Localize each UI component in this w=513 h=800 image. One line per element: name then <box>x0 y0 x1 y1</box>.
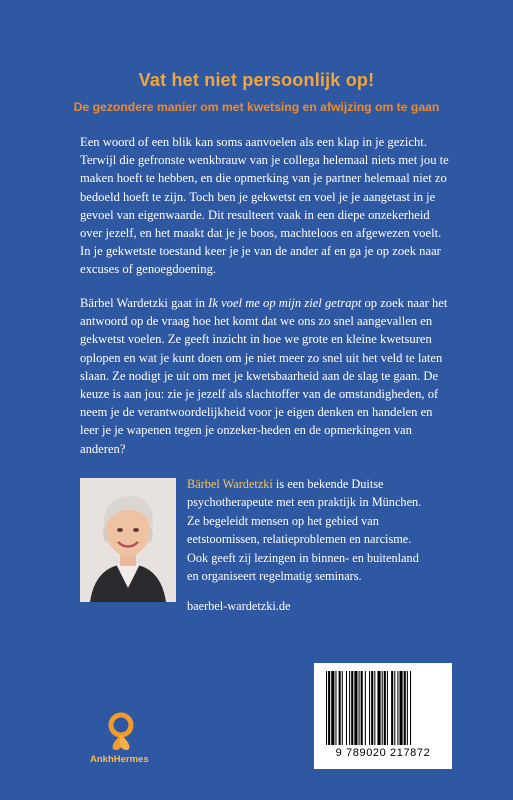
isbn-number: 9 789020 217872 <box>335 747 431 759</box>
barcode-icon <box>314 663 452 769</box>
author-bio-text: is een bekende Duitse psychotherapeute met een praktijk in München. Ze begeleidt mensen op het gebied van eetstoornissen, relatieproblemen en narcisme. Ook geeft zij lezingen in binnen- en buitenland en organiseert regelmatig seminars. <box>187 477 422 584</box>
author-bio <box>187 475 432 585</box>
blurb-paragraph-2 <box>80 294 450 458</box>
book-subtitle: De gezondere manier om met kwetsing en afwijzing om te gaan <box>73 100 440 114</box>
blurb-paragraph-1: Een woord of een blik kan soms aanvoelen als een klap in je gezicht. Terwijl die gefronste wenkbrauw van je collega helemaal niets met jou te maken hoeft te hebben, en die opmerking van je partner helemaal niet zo bedoeld hoeft te zijn. Toch ben je gekwetst en voel je je aangetast in je gevoel van eigenwaarde. Dit resulteert vaak in een diepe onzekerheid over jezelf, en het maakt dat je je boos, machteloos en afgewezen voelt. In je gekwetste toestand keer je je van de ander af en ga je op zoek naar excuses of genoegdoening. <box>80 135 449 277</box>
book-title: Vat het niet persoonlijk op! <box>138 70 375 90</box>
blurb-paragraph-2-intro: Bärbel Wardetzki gaat in <box>80 296 209 310</box>
author-name: Bärbel Wardetzki <box>187 477 273 491</box>
author-website: baerbel-wardetzki.de <box>187 599 291 613</box>
blurb-paragraph-2-body: op zoek naar het antwoord op de vraag hoe het komt dat we ons zo snel aangevallen en gekwetst voelen. Ze geeft inzicht in hoe we grote en kleine kwetsuren oplopen en wat je kunt doen om je niet meer zo snel uit het veld te laten slaan. Ze nodigt je uit om met je kwetsbaarheid aan de slag te gaan. De keuze is aan jou: zie je jezelf als slachtoffer van de omstandigheden, of neem je de verantwoordelijkheid voor je eigen denken en handelen en leer je je wapenen tegen je onzeker-heden en de opmerkingen van anderen? <box>80 296 448 456</box>
book-name-italic: Ik voel me op mijn ziel getrapt <box>208 296 362 310</box>
author-portrait <box>80 478 176 602</box>
publisher-name: AnkhHermes <box>90 754 149 765</box>
